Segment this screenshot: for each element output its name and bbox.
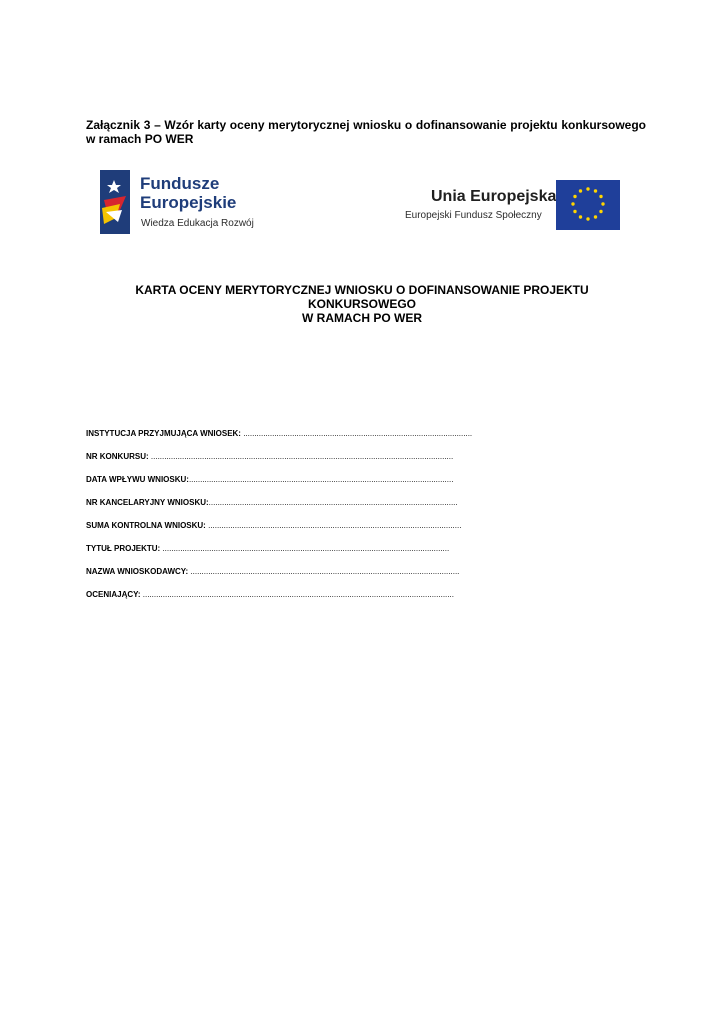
- field-nr-kancelaryjny[interactable]: [86, 498, 546, 521]
- field-tytul-projektu[interactable]: [86, 544, 546, 567]
- fe-logo-name: [140, 174, 236, 212]
- field-instytucja[interactable]: [86, 429, 546, 452]
- form-fields: [86, 429, 546, 613]
- fundusze-europejskie-logo: [100, 170, 260, 236]
- field-dots: .......................................................................................................................: [188, 475, 454, 484]
- field-label: SUMA KONTROLNA WNIOSKU:: [86, 521, 206, 530]
- field-label: OCENIAJĄCY:: [86, 590, 141, 599]
- field-label: NR KONKURSU:: [86, 452, 149, 461]
- field-oceniajacy[interactable]: [86, 590, 546, 613]
- field-label: TYTUŁ PROJEKTU:: [86, 544, 161, 553]
- field-label: DATA WPŁYWU WNIOSKU:: [86, 475, 189, 484]
- field-dots: .................................................................................................................................: [160, 544, 450, 553]
- document-title: [86, 283, 638, 325]
- field-dots: ..................................................................................................................: [205, 521, 462, 530]
- eu-flag-icon: [556, 180, 620, 230]
- ue-logo-name: Unia Europejska: [431, 188, 557, 205]
- attachment-title: Załącznik 3 – Wzór karty oceny merytorycznej wniosku o dofinansowanie projektu konkursowego w ramach PO WER: [86, 118, 646, 146]
- fe-logo-tagline: Wiedza Edukacja Rozwój: [141, 218, 254, 229]
- field-label: NR KANCELARYJNY WNIOSKU:: [86, 498, 209, 507]
- document-title-line1: KARTA OCENY MERYTORYCZNEJ WNIOSKU O DOFINANSOWANIE PROJEKTU KONKURSOWEGO: [135, 283, 589, 311]
- fe-logo-mark-icon: [100, 170, 130, 234]
- field-dots: .........................................................................................................................: [188, 567, 460, 576]
- unia-europejska-logo: [405, 180, 625, 230]
- field-dots: ........................................................................................................................................: [148, 452, 454, 461]
- ue-logo-tagline: Europejski Fundusz Społeczny: [405, 210, 542, 221]
- field-suma-kontrolna[interactable]: [86, 521, 546, 544]
- field-label: NAZWA WNIOSKODAWCY:: [86, 567, 189, 576]
- field-nazwa-wnioskodawcy[interactable]: [86, 567, 546, 590]
- fe-logo-line2: Europejskie: [140, 193, 237, 212]
- field-data-wplywu[interactable]: [86, 475, 546, 498]
- field-dots: ................................................................................................................: [208, 498, 458, 507]
- document-title-line2: W RAMACH PO WER: [302, 311, 422, 325]
- field-dots: .......................................................................................................: [240, 429, 473, 438]
- field-nr-konkursu[interactable]: [86, 452, 546, 475]
- fe-logo-line1: Fundusze: [140, 174, 220, 193]
- field-label: INSTYTUCJA PRZYJMUJĄCA WNIOSEK:: [86, 429, 241, 438]
- field-dots: ............................................................................................................................................: [140, 590, 454, 599]
